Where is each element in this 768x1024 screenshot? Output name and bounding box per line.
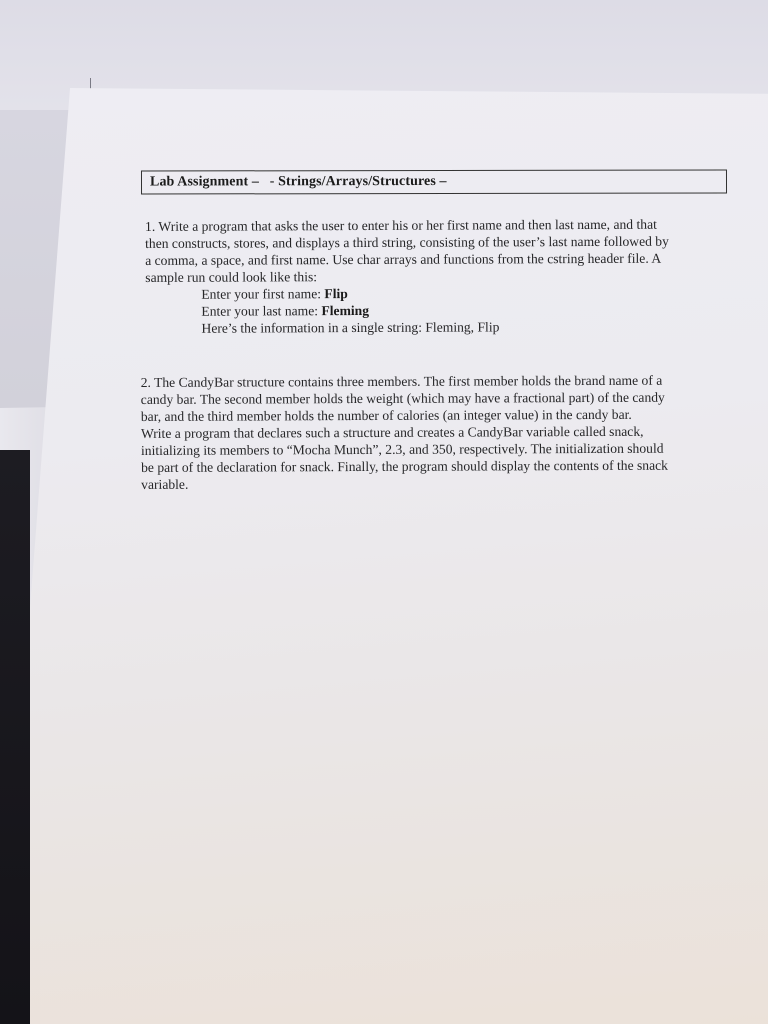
question-1 bbox=[145, 215, 733, 337]
q2-line: 2. The CandyBar structure contains three members. The first member holds the brand name of a bbox=[140, 372, 663, 390]
question-2 bbox=[141, 371, 734, 493]
last-name-prompt: Enter your last name: bbox=[201, 303, 322, 319]
q1-line: then constructs, stores, and displays a third string, consisting of the user’s last name followed by bbox=[145, 233, 669, 251]
q2-line: initializing its members to “Mocha Munch”, 2.3, and 350, respectively. The initialization should bbox=[140, 440, 664, 458]
q2-line: Write a program that declares such a structure and creates a CandyBar variable called snack, bbox=[140, 423, 644, 441]
q1-line: sample run could look like this: bbox=[145, 269, 318, 285]
assignment-body bbox=[132, 215, 733, 493]
q2-line: variable. bbox=[141, 476, 189, 492]
q1-line: 1. Write a program that asks the user to enter his or her first name and then last name, and that bbox=[145, 216, 657, 234]
q1-line: a comma, a space, and first name. Use char arrays and functions from the cstring header file. A bbox=[145, 250, 662, 268]
first-name-value: Flip bbox=[324, 286, 348, 302]
assignment-title: Lab Assignment – - Strings/Arrays/Structures – bbox=[149, 173, 447, 190]
last-name-value: Fleming bbox=[321, 302, 370, 319]
q2-line: be part of the declaration for snack. Finally, the program should display the contents of the snack bbox=[141, 457, 668, 475]
title-box bbox=[141, 169, 727, 194]
q2-line: candy bar. The second member holds the weight (which may have a fractional part) of the candy bbox=[140, 389, 665, 407]
desk-surface bbox=[0, 450, 30, 1024]
sample-result: Here’s the information in a single string: Fleming, Flip bbox=[201, 319, 500, 336]
first-name-prompt: Enter your first name: bbox=[201, 286, 325, 302]
q2-line: bar, and the third member holds the number of calories (an integer value) in the candy bar. bbox=[140, 406, 632, 424]
